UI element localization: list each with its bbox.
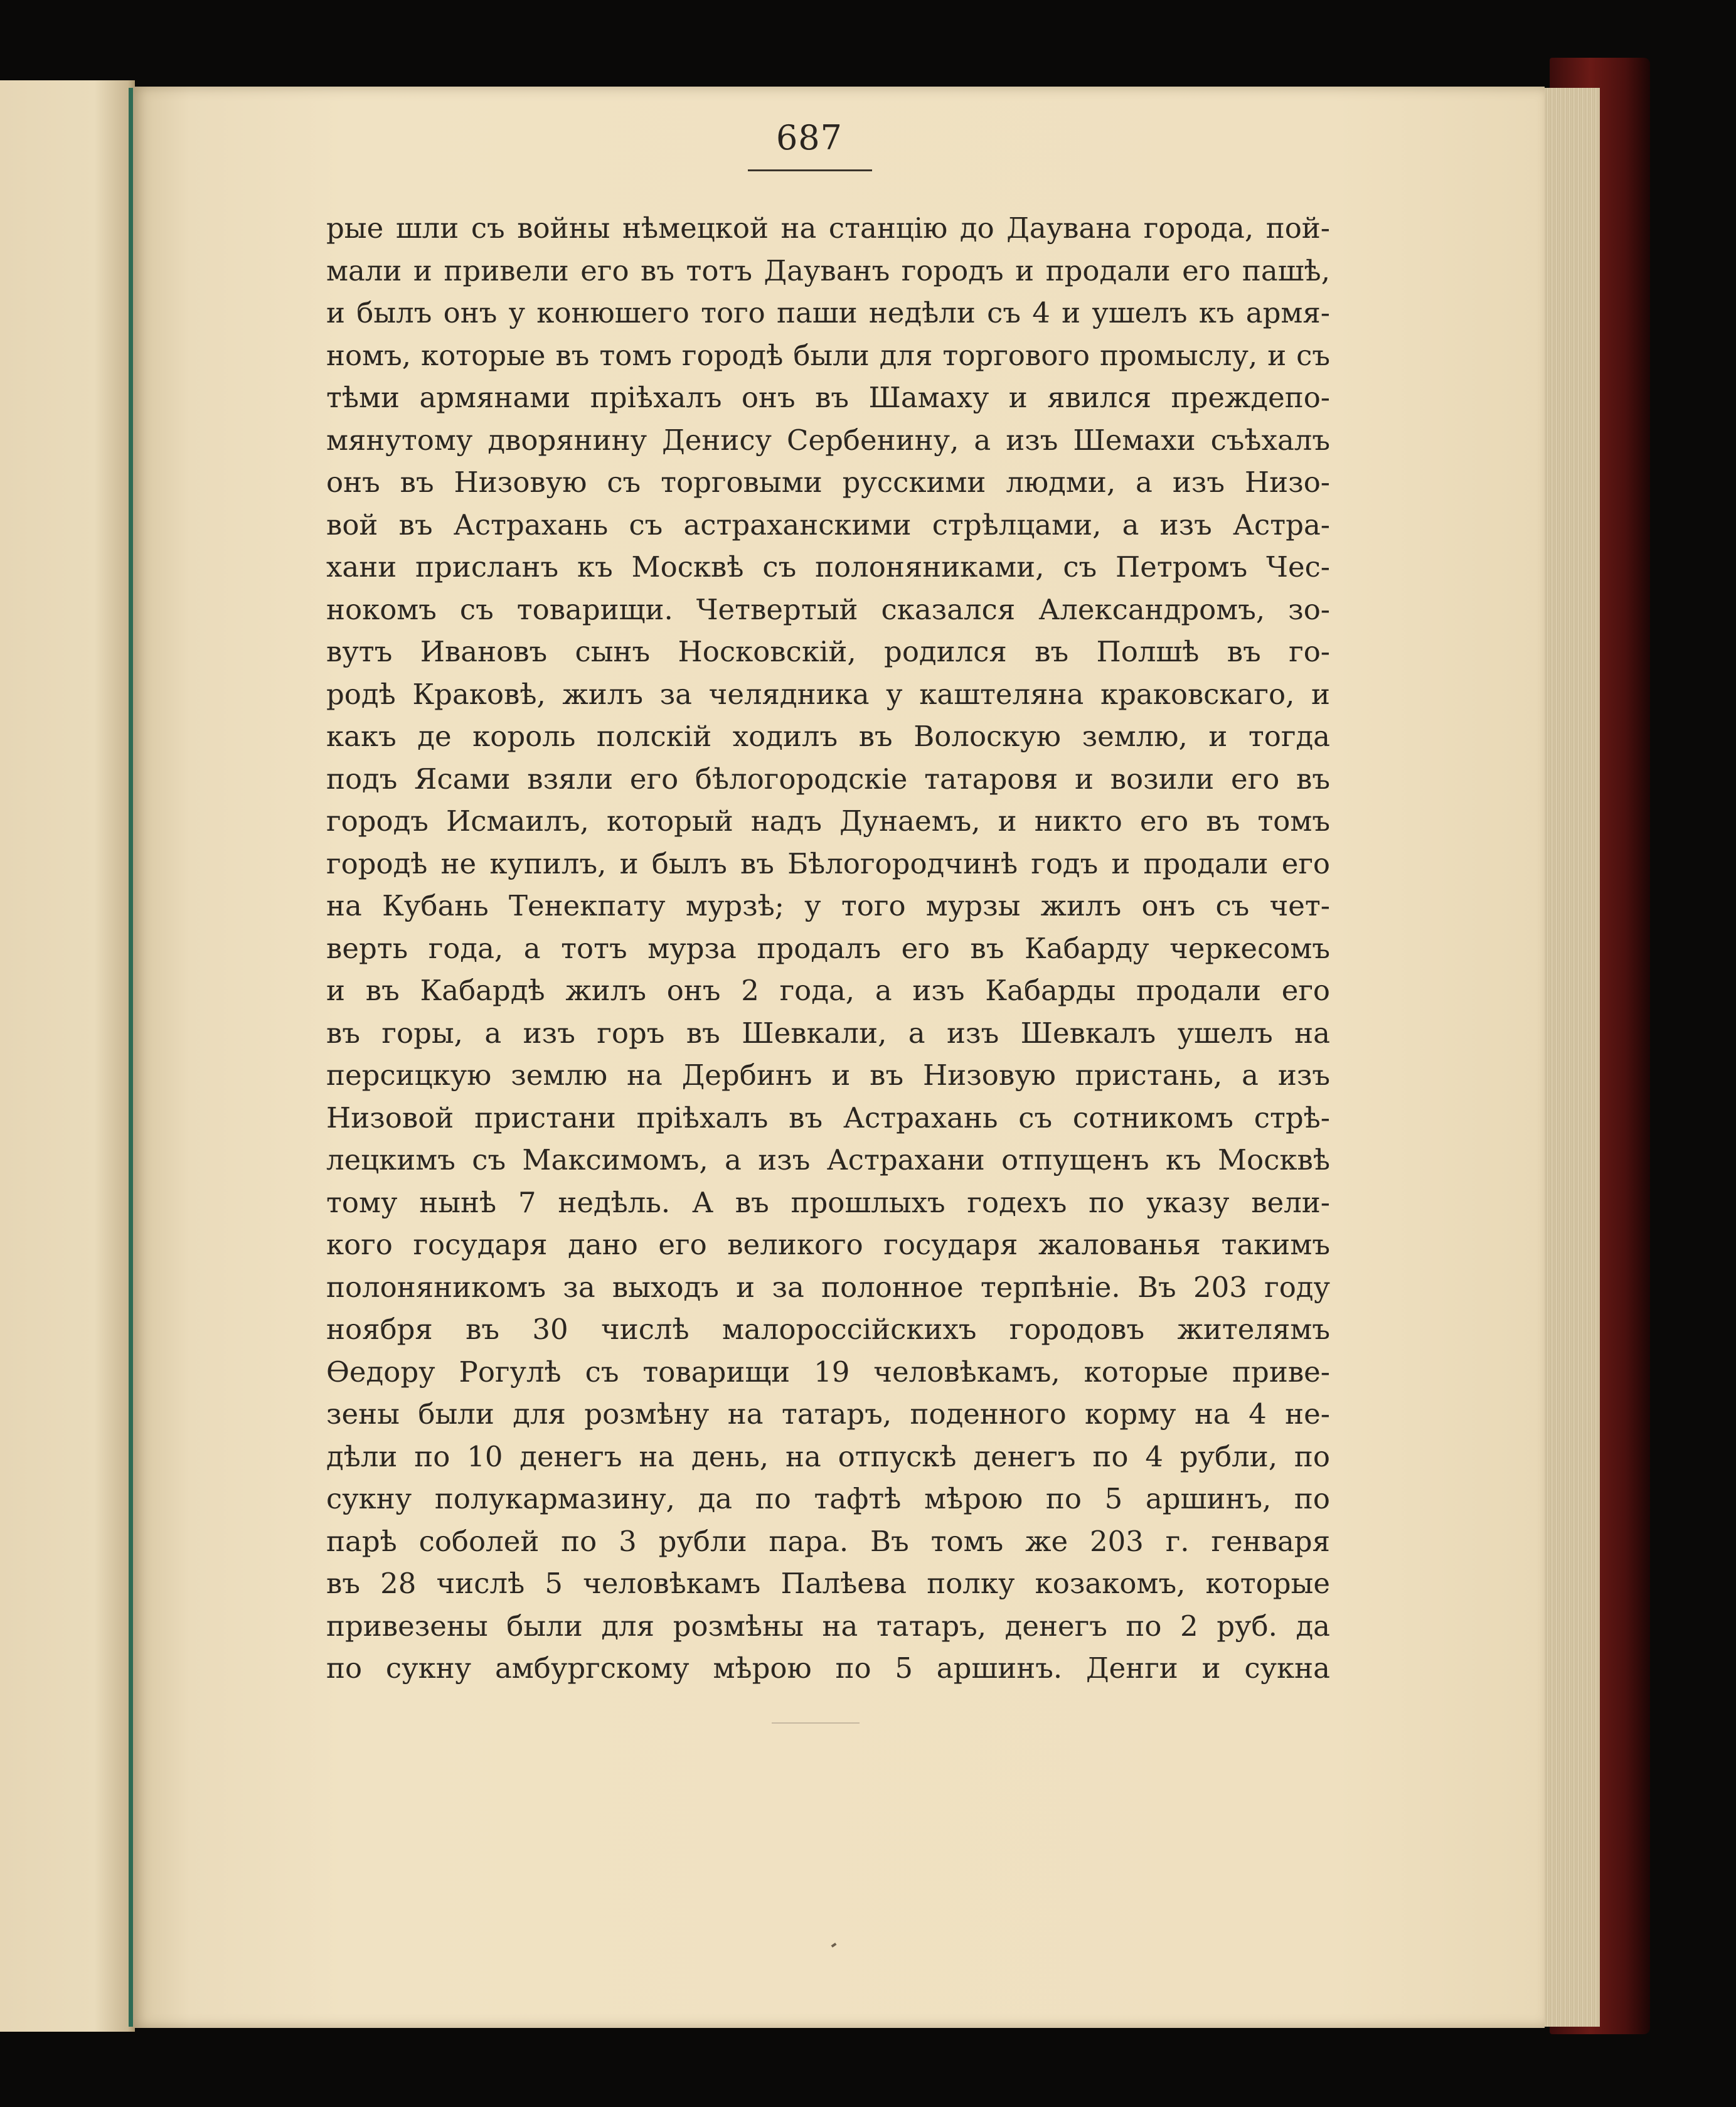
text-line: вой въ Астрахань съ астраханскими стрѣлцами, а изъ Астра- — [326, 508, 1330, 541]
text-line: номъ, которые въ томъ городѣ были для торгового промыслу, и съ — [326, 338, 1330, 372]
text-line: мянутому дворянину Денису Сербенину, а изъ Шемахи съѣхалъ — [326, 423, 1330, 457]
text-line: вутъ Ивановъ сынъ Носковскій, родился въ Полшѣ въ го- — [326, 635, 1330, 668]
text-line: кого государя дано его великого государя жалованья такимъ — [326, 1228, 1330, 1261]
page-number-rule — [748, 169, 872, 171]
show-through-mark — [772, 1722, 860, 1724]
text-line: онъ въ Низовую съ торговыми русскими людми, а изъ Низо- — [326, 466, 1330, 499]
text-line: какъ де король полскій ходилъ въ Волоскую землю, и тогда — [326, 720, 1330, 753]
text-line: на Кубань Тенекпату мурзѣ; у того мурзы жилъ онъ съ чет- — [326, 889, 1330, 922]
text-line: родѣ Краковѣ, жилъ за челядника у каштеляна краковскаго, и — [326, 677, 1330, 711]
text-line: полоняникомъ за выходъ и за полонное терпѣніе. Въ 203 году — [326, 1270, 1330, 1304]
text-line: тому нынѣ 7 недѣль. А въ прошлыхъ годехъ по указу вели- — [326, 1185, 1330, 1219]
text-line: Ѳедору Рогулѣ съ товарищи 19 человѣкамъ, которые приве- — [326, 1355, 1330, 1389]
text-line: сукну полукармазину, да по тафтѣ мѣрою по 5 аршинъ, по — [326, 1482, 1330, 1515]
text-line: парѣ соболей по 3 рубли пара. Въ томъ же 203 г. генваря — [326, 1524, 1330, 1558]
left-page — [0, 80, 135, 2032]
text-line: персицкую землю на Дербинъ и въ Низовую пристань, а изъ — [326, 1059, 1330, 1092]
text-line: лецкимъ съ Максимомъ, а изъ Астрахани отпущенъ къ Москвѣ — [326, 1143, 1330, 1176]
text-line: дѣли по 10 денегъ на день, на отпускѣ денегъ по 4 рубли, по — [326, 1439, 1330, 1473]
text-line: зены были для розмѣну на татаръ, поденного корму на 4 не- — [326, 1397, 1330, 1431]
text-line: въ 28 числѣ 5 человѣкамъ Палѣева полку козакомъ, которые — [326, 1567, 1330, 1600]
text-line: рые шли съ войны нѣмецкой на станцію до Даувана города, пой- — [326, 211, 1330, 245]
text-line: привезены были для розмѣны на татаръ, денегъ по 2 руб. да — [326, 1609, 1330, 1643]
text-line: верть года, а тотъ мурза продалъ его въ Кабарду черкесомъ — [326, 931, 1330, 965]
page-edges — [1540, 88, 1600, 2027]
text-line: мали и привели его въ тотъ Дауванъ городъ и продали его пашѣ, — [326, 253, 1330, 287]
text-line: городѣ не купилъ, и былъ въ Бѣлогородчинѣ годъ и продали его — [326, 846, 1330, 880]
text-line: въ горы, а изъ горъ въ Шевкали, а изъ Шевкалъ ушелъ на — [326, 1016, 1330, 1050]
text-line: и былъ онъ у конюшего того паши недѣли съ 4 и ушелъ къ армя- — [326, 296, 1330, 329]
page-number: 687 — [775, 118, 843, 157]
text-line: нокомъ съ товарищи. Четвертый сказался Александромъ, зо- — [326, 592, 1330, 626]
body-text — [326, 207, 1330, 1690]
text-line: и въ Кабардѣ жилъ онъ 2 года, а изъ Кабарды продали его — [326, 974, 1330, 1007]
text-line: ноября въ 30 числѣ малороссійскихъ городовъ жителямъ — [326, 1313, 1330, 1346]
text-line: по сукну амбургскому мѣрою по 5 аршинъ. Денги и сукна — [326, 1651, 1330, 1685]
text-line: подъ Ясами взяли его бѣлогородскіе татаровя и возили его въ — [326, 762, 1330, 796]
text-line: Низовой пристани пріѣхалъ въ Астрахань съ сотникомъ стрѣ- — [326, 1101, 1330, 1134]
text-line: хани присланъ къ Москвѣ съ полоняниками, съ Петромъ Чес- — [326, 550, 1330, 584]
text-line: тѣми армянами пріѣхалъ онъ въ Шамаху и явился преждепо- — [326, 381, 1330, 414]
text-line: городъ Исмаилъ, который надъ Дунаемъ, и никто его въ томъ — [326, 804, 1330, 838]
